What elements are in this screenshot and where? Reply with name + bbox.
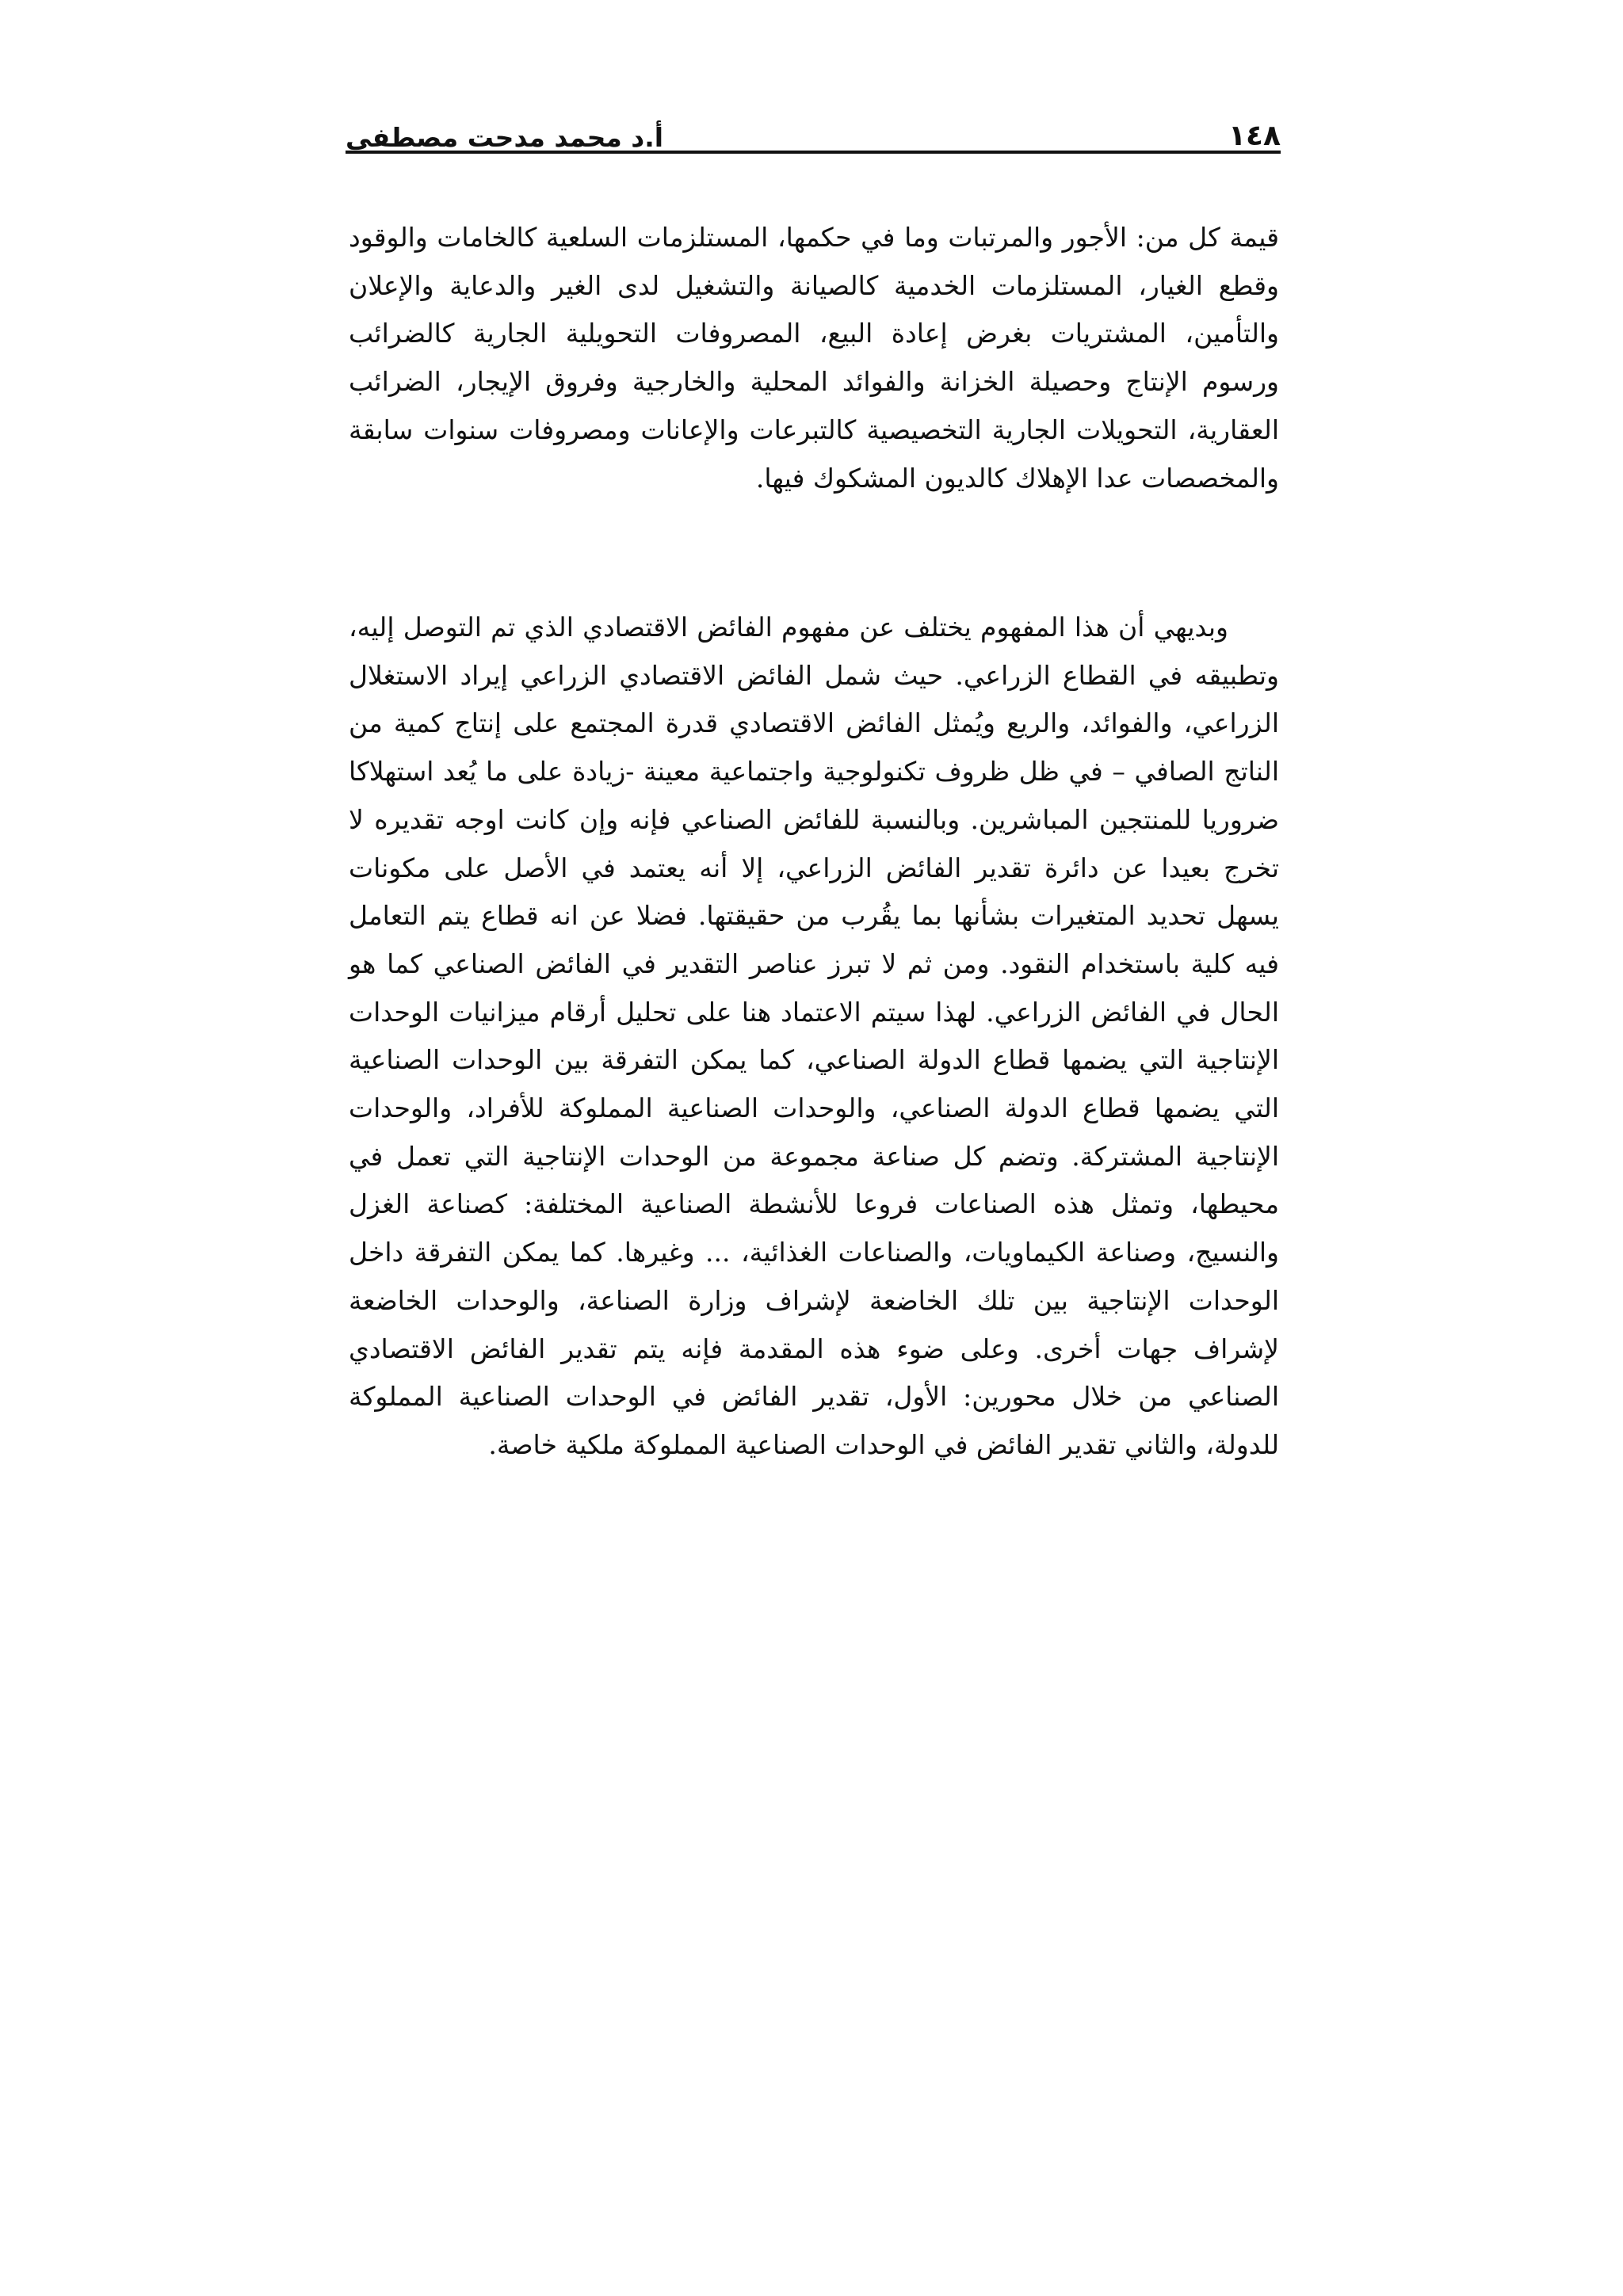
author-name: أ.د محمد مدحت مصطفى — [346, 122, 664, 153]
running-header — [346, 93, 1281, 151]
header-divider — [346, 151, 1281, 154]
body-paragraph-2: وبديهي أن هذا المفهوم يختلف عن مفهوم الفائض الاقتصادي الذي تم التوصل إليه، وتطبيقه في القطاع الزراعي. حيث شمل الفائض الاقتصادي الزراعي إيراد الاستغلال الزراعي، والفوائد، والريع ويُمثل الفائض الاقتصادي قدرة المجتمع على إنتاج كمية من الناتج الصافي – في ظل ظروف تكنولوجية واجتماعية معينة -زيادة على ما يُعد استهلاكا ضروريا للمنتجين المباشرين. وبالنسبة للفائض الصناعي فإنه وإن كانت اوجه تقديره لا تخرج بعيدا عن دائرة تقدير الفائض الزراعي، إلا أنه يعتمد في الأصل على مكونات يسهل تحديد المتغيرات بشأنها بما يقُرب من حقيقتها. فضلا عن انه قطاع يتم التعامل فيه كلية باستخدام النقود. ومن ثم لا تبرز عناصر التقدير في الفائض الصناعي كما هو الحال في الفائض الزراعي. لهذا سيتم الاعتماد هنا على تحليل أرقام ميزانيات الوحدات الإنتاجية التي يضمها قطاع الدولة الصناعي، كما يمكن التفرقة بين الوحدات الصناعية التي يضمها قطاع الدولة الصناعي، والوحدات الصناعية المملوكة للأفراد، والوحدات الإنتاجية المشتركة. وتضم كل صناعة مجموعة من الوحدات الإنتاجية التي تعمل في محيطها، وتمثل هذه الصناعات فروعا للأنشطة الصناعية المختلفة: كصناعة الغزل والنسيج، وصناعة الكيماويات، والصناعات الغذائية، ... وغيرها. كما يمكن التفرقة داخل الوحدات الإنتاجية بين تلك الخاضعة لإشراف وزارة الصناعة، والوحدات الخاضعة لإشراف جهات أخرى. وعلى ضوء هذه المقدمة فإنه يتم تقدير الفائض الاقتصادي الصناعي من خلال محورين: الأول، تقدير الفائض في الوحدات الصناعية المملوكة للدولة، والثاني تقدير الفائض في الوحدات الصناعية المملوكة ملكية خاصة. — [349, 612, 1279, 1460]
body-paragraph-1: قيمة كل من: الأجور والمرتبات وما في حكمها، المستلزمات السلعية كالخامات والوقود وقطع الغيار، المستلزمات الخدمية كالصيانة والتشغيل لدى الغير والدعاية والإعلان والتأمين، المشتريات بغرض إعادة البيع، المصروفات التحويلية الجارية كالضرائب ورسوم الإنتاج وحصيلة الخزانة والفوائد المحلية والخارجية وفروق الإيجار، الضرائب العقارية، التحويلات الجارية التخصيصية كالتبرعات والإعانات ومصروفات سنوات سابقة والمخصصات عدا الإهلاك كالديون المشكوك فيها. — [349, 222, 1279, 494]
page-number: ١٤٨ — [1228, 120, 1281, 152]
